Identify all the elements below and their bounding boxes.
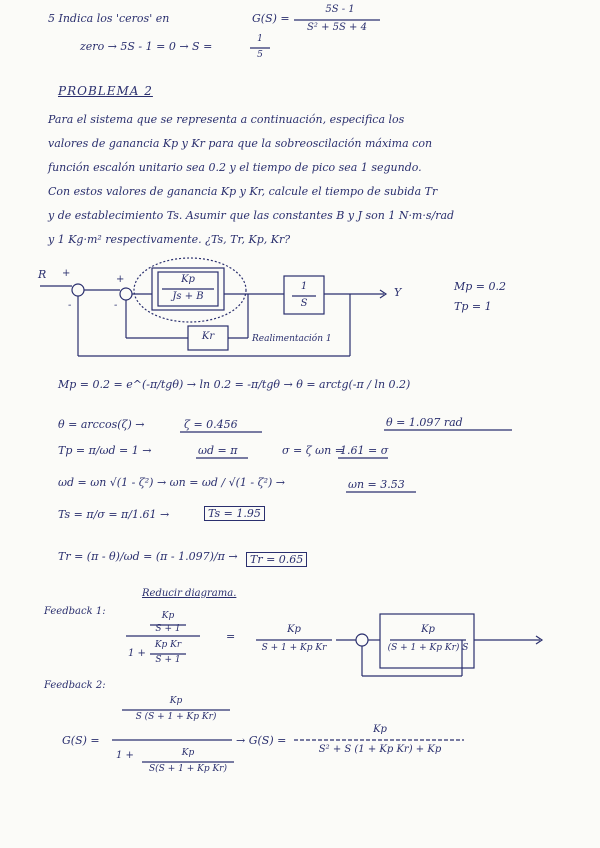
- fb2-num-bot: S (S + 1 + Kp Kr): [135, 712, 217, 722]
- fb1-result-den: S + 1 + Kp Kr: [261, 643, 327, 653]
- problem-line: y de establecimiento Ts. Asumir que las constantes B y J son 1 N·m·s/rad: [48, 209, 455, 222]
- problem-line: y 1 Kg·m² respectivamente. ¿Ts, Tr, Kp, Kr?: [48, 233, 291, 246]
- zeta-result: ζ = 0.456: [184, 418, 238, 431]
- feedback-2-label: Feedback 2:: [44, 680, 106, 691]
- sigma-equation: σ = ζ ωn =: [282, 444, 344, 457]
- spec-tp: Tp = 1: [454, 300, 492, 313]
- gs-label: G(S) =: [252, 12, 290, 25]
- problem-line: función escalón unitario sea 0.2 y el tiempo de pico sea 1 segundo.: [48, 161, 422, 174]
- ts-result: Ts = 1.95: [204, 506, 265, 521]
- theta-result: θ = 1.097 rad: [386, 416, 463, 429]
- plus-sign-1: +: [62, 268, 71, 279]
- gs2-arrow: → G(S) =: [236, 734, 287, 747]
- reduced-block-num: Kp: [421, 624, 435, 635]
- zero-fraction-den: 5: [257, 50, 263, 60]
- tp-equation: Tp = π/ωd = 1 →: [58, 444, 152, 457]
- reduced-block-den: (S + 1 + Kp Kr) S: [387, 643, 469, 653]
- fb1-den-one: 1 +: [128, 648, 146, 659]
- integrator-num: 1: [300, 281, 308, 292]
- problem-line: Con estos valores de ganancia Kp y Kr, calcule el tiempo de subida Tr: [48, 185, 438, 198]
- output-y: Y: [394, 286, 402, 299]
- zero-calculation: zero → 5S - 1 = 0 → S =: [80, 40, 213, 53]
- fb2-den-top: Kp: [181, 748, 195, 758]
- ts-equation: Ts = π/σ = π/1.61 →: [58, 508, 170, 521]
- kp-block-den: Js + B: [172, 291, 204, 302]
- fb1-equals: =: [226, 630, 236, 643]
- gs2-label: G(S) =: [62, 734, 100, 747]
- plus-sign-2: +: [116, 274, 125, 285]
- fb2-den-one: 1 +: [116, 750, 134, 761]
- minus-sign-1: -: [68, 300, 72, 311]
- wd-equation: ωd = ωn √(1 - ζ²) → ωn = ωd / √(1 - ζ²) →: [58, 476, 286, 489]
- integrator-den: S: [300, 298, 308, 309]
- sigma-result: 1.61 = σ: [340, 444, 389, 457]
- wn-result: ωn = 3.53: [348, 478, 405, 491]
- tr-equation: Tr = (π - θ)/ωd = (π - 1.097)/π →: [58, 550, 238, 563]
- problem-line: Para el sistema que se representa a continuación, especifica los: [48, 113, 405, 126]
- problem-line: valores de ganancia Kp y Kr para que la sobreoscilación máxima con: [48, 137, 433, 150]
- fb1-den-bot: S + 1: [155, 655, 181, 665]
- zero-fraction-num: 1: [257, 34, 263, 44]
- problem-title: PROBLEMA 2: [58, 84, 153, 98]
- fb1-num-bot: S + 1: [155, 624, 181, 634]
- fb1-result-num: Kp: [287, 624, 301, 635]
- input-r: R: [38, 268, 47, 281]
- zeta-equation: θ = arccos(ζ) →: [58, 418, 145, 431]
- wd-result: ωd = π: [198, 444, 238, 457]
- fb2-num-top: Kp: [169, 696, 183, 706]
- fb1-den-top: Kp Kr: [154, 640, 182, 650]
- minus-sign-2: -: [114, 300, 118, 311]
- kp-block-num: Kp: [181, 274, 195, 285]
- kr-block: Kr: [201, 331, 215, 342]
- spec-mp: Mp = 0.2: [454, 280, 507, 293]
- reduction-title: Reducir diagrama.: [142, 588, 237, 599]
- mp-equation: Mp = 0.2 = e^(-π/tgθ) → ln 0.2 = -π/tgθ → θ = arctg(-π / ln 0.2): [58, 378, 411, 391]
- tr-result: Tr = 0.65: [246, 552, 307, 567]
- gs-numerator: 5S - 1: [325, 4, 355, 15]
- item-5-label: 5 Indica los 'ceros' en: [48, 12, 170, 25]
- gs-denominator: S² + 5S + 4: [307, 22, 367, 33]
- feedback-1-note: Realimentación 1: [252, 334, 332, 344]
- fb2-result-num: Kp: [373, 724, 387, 735]
- fb2-den-bot: S(S + 1 + Kp Kr): [149, 764, 227, 774]
- fb1-num-top: Kp: [161, 611, 175, 621]
- feedback-1-label: Feedback 1:: [44, 606, 106, 617]
- fb2-result-den: S² + S (1 + Kp Kr) + Kp: [318, 744, 442, 755]
